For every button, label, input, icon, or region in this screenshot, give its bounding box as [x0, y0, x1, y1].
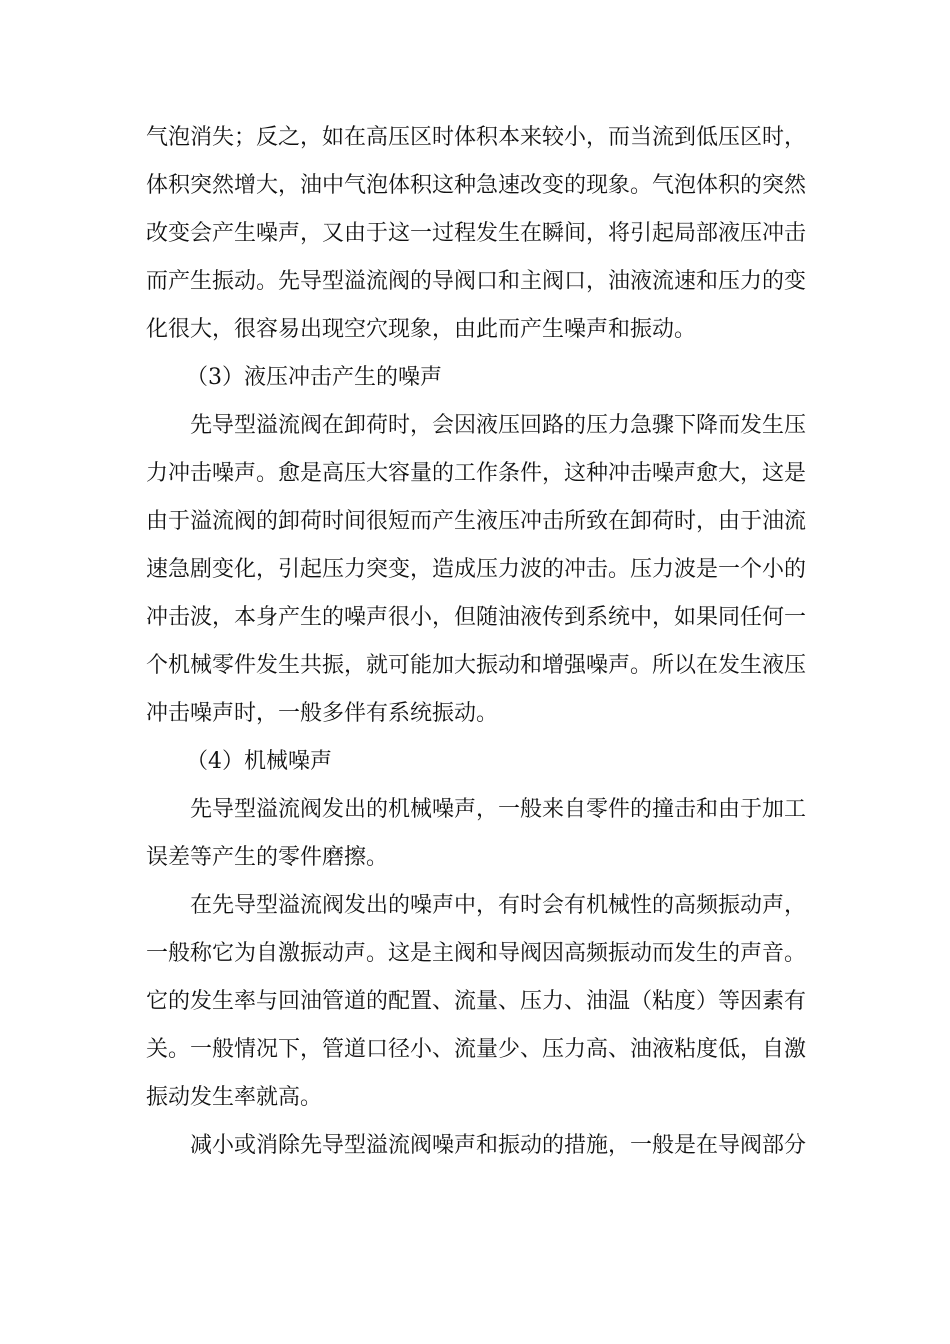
paragraph-self-excited-vibration: 在先导型溢流阀发出的噪声中，有时会有机械性的高频振动声，一般称它为自激振动声。这是主阀和导阀因高频振动而发生的声音。它的发生率与回油管道的配置、流量、压力、油温（粘度）等因素有关。一般情况下，管道口径小、流量少、压力高、油液粘度低，自激振动发生率就高。: [146, 893, 807, 1110]
section-heading-3: （3）液压冲击产生的噪声: [186, 365, 442, 390]
section-heading-4: （4）机械噪声: [186, 749, 332, 774]
paragraph-hydraulic-shock: 先导型溢流阀在卸荷时，会因液压回路的压力急骤下降而发生压力冲击噪声。愈是高压大容量的工作条件，这种冲击噪声愈大，这是由于溢流阀的卸荷时间很短而产生液压冲击所致在卸荷时，由于油流速急剧变化，引起压力突变，造成压力波的冲击。压力波是一个小的冲击波，本身产生的噪声很小，但随油液传到系统中，如果同任何一个机械零件发生共振，就可能加大振动和增强噪声。所以在发生液压冲击噪声时，一般多伴有系统振动。: [146, 413, 807, 726]
paragraph-measures: 减小或消除先导型溢流阀噪声和振动的措施，一般是在导阀部分: [190, 1133, 807, 1158]
paragraph-mechanical-noise: 先导型溢流阀发出的机械噪声，一般来自零件的撞击和由于加工误差等产生的零件磨擦。: [146, 797, 807, 870]
paragraph-cavitation: 气泡消失；反之，如在高压区时体积本来较小，而当流到低压区时，体积突然增大，油中气泡体积这种急速改变的现象。气泡体积的突然改变会产生噪声，又由于这一过程发生在瞬间，将引起局部液压冲击而产生振动。先导型溢流阀的导阀口和主阀口，油液流速和压力的变化很大，很容易出现空穴现象，由此而产生噪声和振动。: [146, 125, 807, 342]
document-page: [146, 114, 806, 1170]
